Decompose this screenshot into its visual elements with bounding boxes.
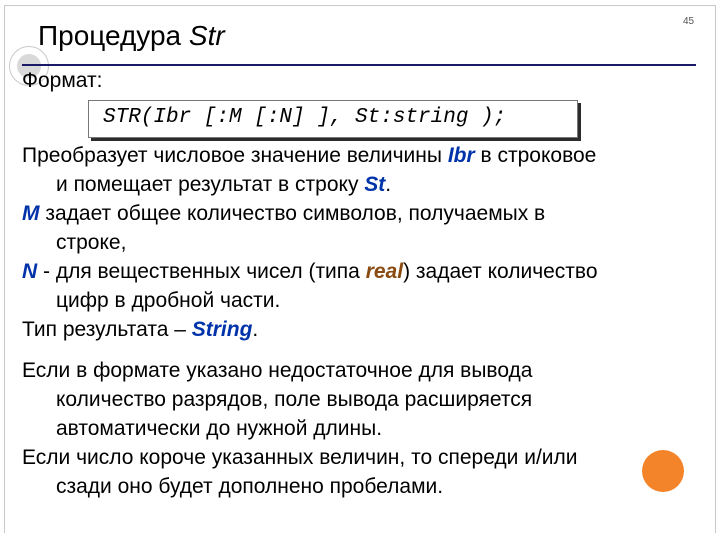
paragraph-6-line-1: Если число короче указанных величин, то спереди и/или	[22, 446, 578, 469]
p1-text-a: Преобразует числовое значение величины	[22, 144, 448, 167]
code-syntax: STR(Ibr [:M [:N] ], St:string );	[103, 106, 507, 129]
p4-keyword-string: String	[191, 318, 253, 341]
paragraph-3-line-2: цифр в дробной части.	[56, 289, 281, 312]
p3-keyword-n: N	[22, 260, 38, 283]
paragraph-3-line-1	[22, 257, 598, 286]
paragraph-5-line-3: автоматически до нужной длины.	[56, 417, 383, 440]
paragraph-6-line-2: сзади оно будет дополнено пробелами.	[56, 475, 444, 498]
code-box	[88, 100, 578, 138]
p3-keyword-real: real	[365, 260, 404, 283]
paragraph-1-line-2	[56, 170, 391, 199]
slide-number: 45	[683, 16, 695, 27]
paragraph-1-line-1	[22, 141, 596, 170]
paragraph-2-line-2: строке,	[56, 231, 127, 254]
title-prefix: Процедура	[38, 20, 189, 51]
p1-text-d: .	[385, 173, 392, 196]
p1-text-b: в строковое	[474, 144, 597, 167]
p4-text-b: .	[252, 318, 259, 341]
title-rule	[22, 64, 696, 66]
slide-title	[38, 20, 225, 52]
paragraph-4	[22, 315, 258, 344]
paragraph-2-line-1	[22, 199, 545, 228]
p3-text-a: - для вещественных чисел (типа	[37, 260, 366, 283]
p1-keyword-ibr: Ibr	[447, 144, 475, 167]
p1-keyword-st: St	[364, 173, 386, 196]
p3-text-b: ) задает количество	[403, 260, 598, 283]
p1-text-c: и помещает результат в строку	[56, 173, 365, 196]
p2-text-a: задает общее количество символов, получаемых в	[39, 202, 546, 225]
p2-keyword-m: M	[22, 202, 40, 225]
format-label: Формат:	[22, 69, 103, 92]
p4-text-a: Тип результата –	[22, 318, 192, 341]
decorative-circle-bottom	[642, 450, 684, 492]
title-name: Str	[188, 20, 225, 51]
paragraph-5-line-2: количество разрядов, поле вывода расширяется	[56, 388, 533, 411]
paragraph-5-line-1: Если в формате указано недостаточное для вывода	[22, 359, 533, 382]
